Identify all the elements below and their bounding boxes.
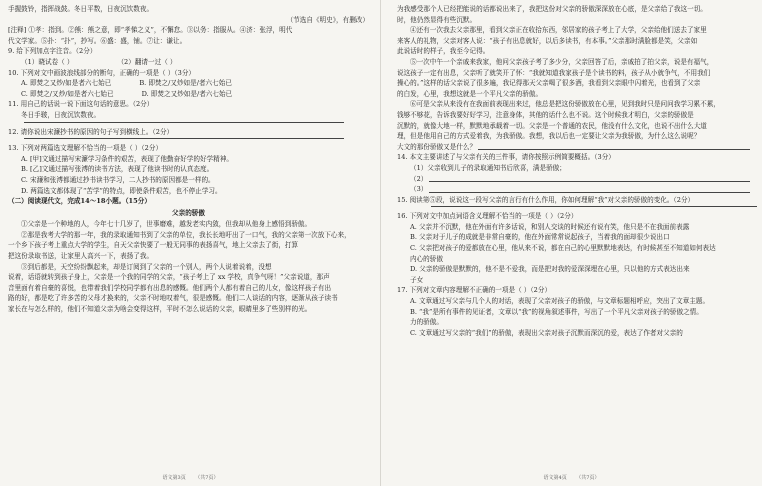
page-total: （共7页） — [576, 475, 600, 481]
paragraph-line: 的白发，心里，我想这就是一个平凡父亲的骄傲。 — [397, 89, 543, 98]
paragraph-line: 操心的。”这样的话父亲说了很多遍，我记得那天父亲喝了很多酒，我看到父亲眼中闪着光，也看到了父亲 — [397, 79, 701, 88]
article-title: 父亲的骄傲 — [172, 208, 205, 217]
page-number: 语文第4页 — [543, 475, 567, 481]
paragraph-line: 把这份录取书送，让家里人高兴一下，表扬了我。 — [8, 252, 154, 261]
page-footer — [381, 474, 762, 482]
paragraph-line: 说这孩子一定有出息，父亲听了就笑开了怀：“我就知道我家孩子是个读书的料，孩子从小就争气，不用我们 — [397, 68, 711, 77]
choice-c[interactable]: C. 宋濂和张溥都通过抄书读书学习，二人抄书的原因都是一样的。 — [21, 175, 215, 184]
question-17: 17. 下列对文章内容理解不正确的一项是（ ）（2分） — [397, 286, 552, 295]
paragraph-line: 钱够不够花，告诉我要好好学习，注意身体，其他的话什么也不说。这个时候我才明白，父亲的骄傲是 — [397, 110, 694, 119]
paragraph-line: 此说话时的样子，我至今记得。 — [397, 47, 490, 56]
choice-d-cont: 子女 — [410, 275, 424, 284]
paragraph-line: ③到后都是，天空纷纷飘起来，却是订阅到了父亲的一个别人，两个人说着说着，没想 — [21, 262, 272, 271]
answer-line[interactable] — [24, 138, 344, 139]
paragraph-line: ④还有一次我去父亲那里，看到父亲正在收拾东西，邻居家的孩子考上了大学，父亲给他们送去了家里 — [410, 26, 707, 35]
answer-line[interactable] — [24, 122, 344, 123]
paragraph-line: 时，他仍然显得有些沉默。 — [397, 15, 477, 24]
paragraph-line: ②那是我考大学的那一年，我的录取通知书到了父亲的单位，我长长地吁出了一口气，我的父亲第一次放下心来， — [21, 230, 351, 239]
answer-label: （2） — [410, 174, 428, 183]
answer-line[interactable] — [478, 149, 750, 150]
answer-line[interactable] — [429, 192, 750, 193]
pinyin-item-1[interactable]: （1）晓试卷（ ） — [21, 57, 74, 66]
right-page — [381, 0, 762, 486]
page-footer — [0, 474, 381, 482]
paragraph-line: 一个乡下孩子考上重点大学的学生，自天父亲快要了一般无同事的表扬喜气，地上父亲去了街，打算 — [8, 241, 299, 250]
paragraph-line: 来客人的礼物，父亲对客人说：“孩子有出息就好，以后多读书，有本事。”父亲那时满脸都是笑，父亲如 — [397, 36, 698, 45]
paragraph-line: 沉默的，就像大地一样，默默地承载着一切。父亲是一个普通的农民，他没有什么文化，也说不出什么大道 — [397, 121, 707, 130]
annotation-line: 代文学家。⑤扑：“扑”，抄写。⑥盛：盛，铺。⑦让：谦让。 — [8, 36, 187, 45]
choice-c[interactable]: C. 父亲把对孩子的爱都放在心里，他从来不说，都在自己的心里默默地表达，有时候甚至不知道如何表达 — [410, 244, 716, 253]
paragraph-line: 大文的那份骄傲又是什么？ — [397, 142, 477, 151]
choices-row-1 — [8, 78, 369, 89]
choice-d[interactable]: D. 父亲的骄傲是默默的，他不是不爱我，而是把对我的爱深深埋在心里，只以他的方式表达出来 — [410, 265, 690, 274]
paragraph-tail — [397, 142, 754, 153]
paragraph-line: ①父亲是一个种地的人，今年七十几岁了，世事磨难，越发老实内敛，但我却从他身上感悟到骄傲。 — [21, 220, 312, 229]
choice-a[interactable]: A. [甲]文通过描写宋濂学习条件的艰苦，表现了他勤奋好学的好学精神。 — [21, 154, 233, 163]
text-line: 手握鼓铃，指挥战鼓。冬日平数，日夜沉饮数夜。 — [8, 5, 154, 13]
choice-b[interactable]: B. 即焚之/又炒如是/者六七始已 — [139, 79, 232, 88]
paragraph-line: 为我感受那个人已经把能说的话都说出来了，我把这份对父亲的骄傲深深放在心底，是父亲给了我这一切。 — [397, 5, 707, 13]
choices-row-2 — [8, 89, 369, 100]
question-15: 15. 阅读第⑤段，说说这一段写父亲的言行有什么作用，你如何理解“我”对父亲的骄傲的变化。（2分） — [397, 195, 695, 204]
question-10: 10. 下列对文中画波浪线部分的断句，正确的一项是（ ）（3分） — [8, 68, 196, 77]
answer-row-2 — [397, 174, 754, 185]
paragraph-line: ⑤一次中午一个亲戚来我家，他问父亲孩子考了多少分，父亲回答了后，亲戚拍了拍父亲，说是有福气， — [410, 57, 714, 66]
choice-a[interactable]: A. 文章通过写父亲与几个人的对话，表现了父亲对孩子的骄傲，与文章标题相呼应，突出了文章主题。 — [410, 297, 710, 306]
annotation-line: [注释] ①孝：指到。②熊：熊之意，即“孝悌之义”，不懈怠。③以务：指服从。④济：张浮，明代 — [8, 26, 293, 35]
choice-a[interactable]: A. 父亲并不沉默，他在外面有许多话说，和别人交谈的时候还有说有笑，他只是不在我面前表露 — [410, 222, 690, 231]
question-12: 12. 请你说出宋濂抄书的原因的句子写到横线上。（2分） — [8, 127, 174, 136]
answer-label: （3） — [410, 185, 428, 194]
question-9: 9. 给下列加点字注音。（2分） — [8, 47, 97, 56]
paragraph-line: 家长在与怎么样的，他们不知道父亲为啥会变得这样，平时不怎么说话的父亲，眼睛里多了些别样的光。 — [8, 305, 312, 314]
source-note: （节选自《明史》，有删改） — [286, 15, 369, 24]
choice-b[interactable]: B. “我”是所有事件的见证者，文章以“我”的视角叙述事件，写出了一个平凡父亲对孩子的骄傲之情。 — [410, 307, 703, 316]
paragraph-line: 说着，话语就转到孩子身上，父亲是一个我的同学的父亲，“孩子考上了 xx 学校，真争气呀！”父亲说道，那声 — [8, 273, 330, 282]
page-number: 语文第3页 — [162, 475, 186, 481]
paragraph-line: 路的好，都是吃了许多苦的父母才换来的，父亲不时地叹着气，很是感慨。他们二人谈话的内容，逐渐从孩子读书 — [8, 294, 338, 303]
pinyin-item-2[interactable]: （2）翻请一过（ ） — [117, 57, 177, 66]
choice-c-cont: 内心的骄傲 — [410, 254, 443, 263]
paragraph-line: ⑥可是父亲从来没有在我面前表现出来过，他总是把这份骄傲放在心里，见到我时只是问问我学习累不累， — [410, 100, 720, 109]
answer-line[interactable] — [431, 206, 757, 207]
paragraph-line: 音里面有着自豪的喜悦，也带着我们学校同学都有出息的感慨。他们两个人都有着自己的儿女，像这样孩子有出 — [8, 283, 332, 292]
choice-a[interactable]: A. 即焚之又炒/如是者六七始已 — [21, 79, 112, 88]
choice-d[interactable]: D. 两篇选文都体现了“苦学”的特点，即使条件艰苦，也不停止学习。 — [21, 186, 222, 195]
question-13: 13. 下列对两篇选文理解不恰当的一项是（ ）（2分） — [8, 144, 163, 153]
question-14: 14. 本文主要讲述了与父亲有关的三件事，请你按照示例简要概括。（3分） — [397, 153, 615, 162]
choice-b[interactable]: B. [乙]文通过描写张溥的读书方法，表现了他读书时的认真态度。 — [21, 165, 214, 174]
question-16: 16. 下列对文中加点词语含义理解不恰当的一项是（ ）（2分） — [397, 212, 578, 221]
quoted-sentence: 冬日手皲，日夜沉饮数夜。 — [21, 110, 101, 119]
pinyin-row — [8, 57, 369, 68]
choice-d[interactable]: D. 即焚之又炒如是/者六七始已 — [141, 89, 233, 98]
answer-row-3 — [397, 184, 754, 195]
section-heading: （二）阅读现代文，完成14～18小题。（15分） — [8, 197, 151, 206]
paragraph-line: 理，但是他用自己的方式爱着我，为我骄傲。我想，我以后也一定要让父亲为我骄傲，为什么这么说呢？ — [397, 132, 701, 141]
choice-c[interactable]: C. 即焚之/又炒/如是者六七始已 — [21, 89, 114, 98]
example-answer: （1）父亲收到儿子的录取通知书后欣喜，满是骄傲； — [410, 163, 566, 172]
question-11: 11. 用自己的话说一说下面这句话的意思。（2分） — [8, 100, 154, 109]
choice-c[interactable]: C. 文章通过写父亲的“我们”的骄傲，表现出父亲对孩子沉默而深沉的爱，表达了作者对父亲的 — [410, 328, 683, 337]
choice-b[interactable]: B. 父亲对于儿子的成就是非常自豪的，他在外面常常说起孩子，当着我的面却很少说出口 — [410, 233, 670, 242]
choice-b-cont: 力的骄傲。 — [410, 318, 443, 327]
page-total: （共7页） — [195, 475, 219, 481]
answer-line[interactable] — [429, 181, 750, 182]
